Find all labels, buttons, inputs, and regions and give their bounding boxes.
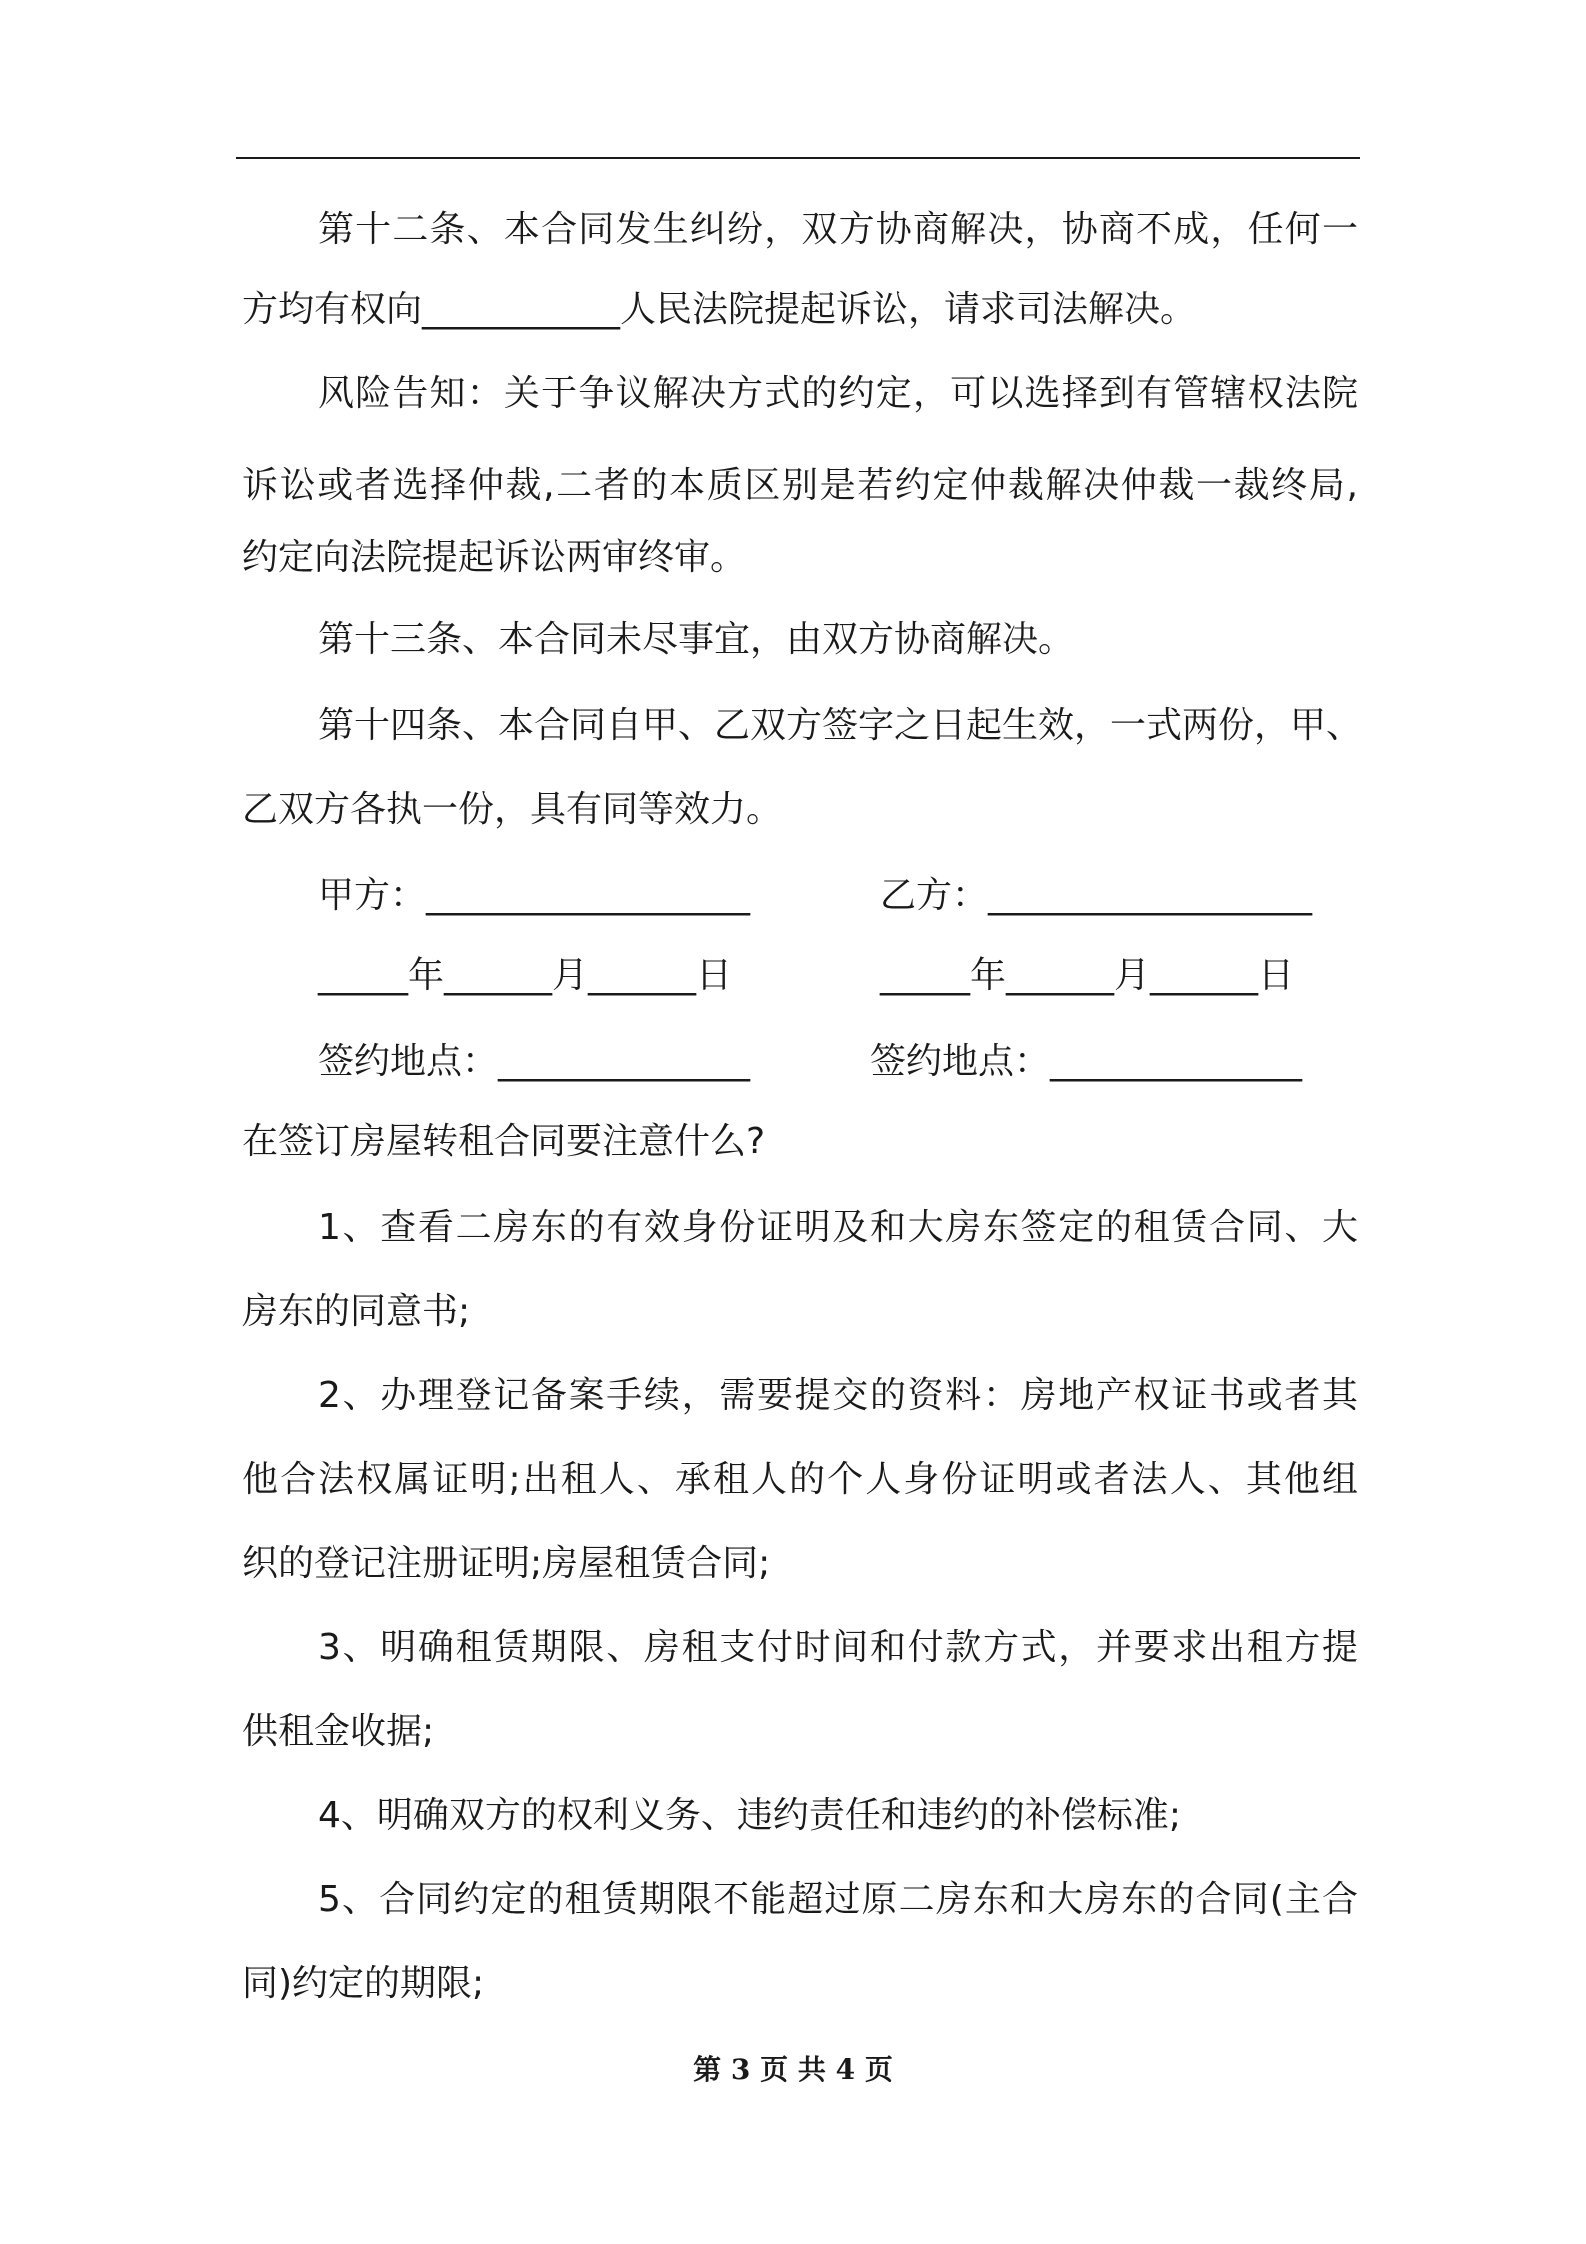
item-5-line-1: 5、合同约定的租赁期限不能超过原二房东和大房东的合同(主合 [318,1879,1358,1920]
party-b-date: _____年______月______日 [880,955,1294,996]
party-b-signature: 乙方：__________________ [880,875,1313,916]
item-2-line-2: 他合法权属证明;出租人、承租人的个人身份证明或者法人、其他组 [242,1459,1358,1500]
page-number-footer: 第 3 页 共 4 页 [693,2053,893,2086]
header-rule [236,157,1360,159]
item-5-line-2: 同)约定的期限; [242,1963,485,2004]
risk-notice-line-2: 诉讼或者选择仲裁,二者的本质区别是若约定仲裁解决仲裁一裁终局, [242,465,1358,506]
item-4: 4、明确双方的权利义务、违约责任和违约的补偿标准; [318,1795,1182,1836]
item-1-line-1: 1、查看二房东的有效身份证明及和大房东签定的租赁合同、大 [318,1207,1358,1248]
party-a-place: 签约地点：______________ [318,1041,751,1082]
item-2-line-3: 织的登记注册证明;房屋租赁合同; [242,1543,771,1584]
risk-notice-line-3: 约定向法院提起诉讼两审终审。 [242,537,747,578]
party-a-signature: 甲方：__________________ [318,875,751,916]
risk-notice-line-1: 风险告知：关于争议解决方式的约定，可以选择到有管辖权法院 [318,373,1358,414]
clause-14-line-2: 乙双方各执一份，具有同等效力。 [242,789,783,830]
item-3-line-2: 供租金收据; [242,1711,435,1752]
item-3-line-1: 3、明确租赁期限、房租支付时间和付款方式，并要求出租方提 [318,1627,1358,1668]
clause-12-line-1: 第十二条、本合同发生纠纷，双方协商解决，协商不成，任何一 [318,209,1358,250]
item-1-line-2: 房东的同意书; [242,1291,471,1332]
clause-12-line-2: 方均有权向___________人民法院提起诉讼，请求司法解决。 [242,289,1197,330]
clause-13: 第十三条、本合同未尽事宜，由双方协商解决。 [318,619,1075,660]
party-a-date: _____年______月______日 [318,955,732,996]
party-b-place: 签约地点：______________ [870,1041,1303,1082]
section-question-title: 在签订房屋转租合同要注意什么? [242,1121,766,1162]
item-2-line-1: 2、办理登记备案手续，需要提交的资料：房地产权证书或者其 [318,1375,1358,1416]
clause-14-line-1: 第十四条、本合同自甲、乙双方签字之日起生效，一式两份，甲、 [318,705,1363,746]
